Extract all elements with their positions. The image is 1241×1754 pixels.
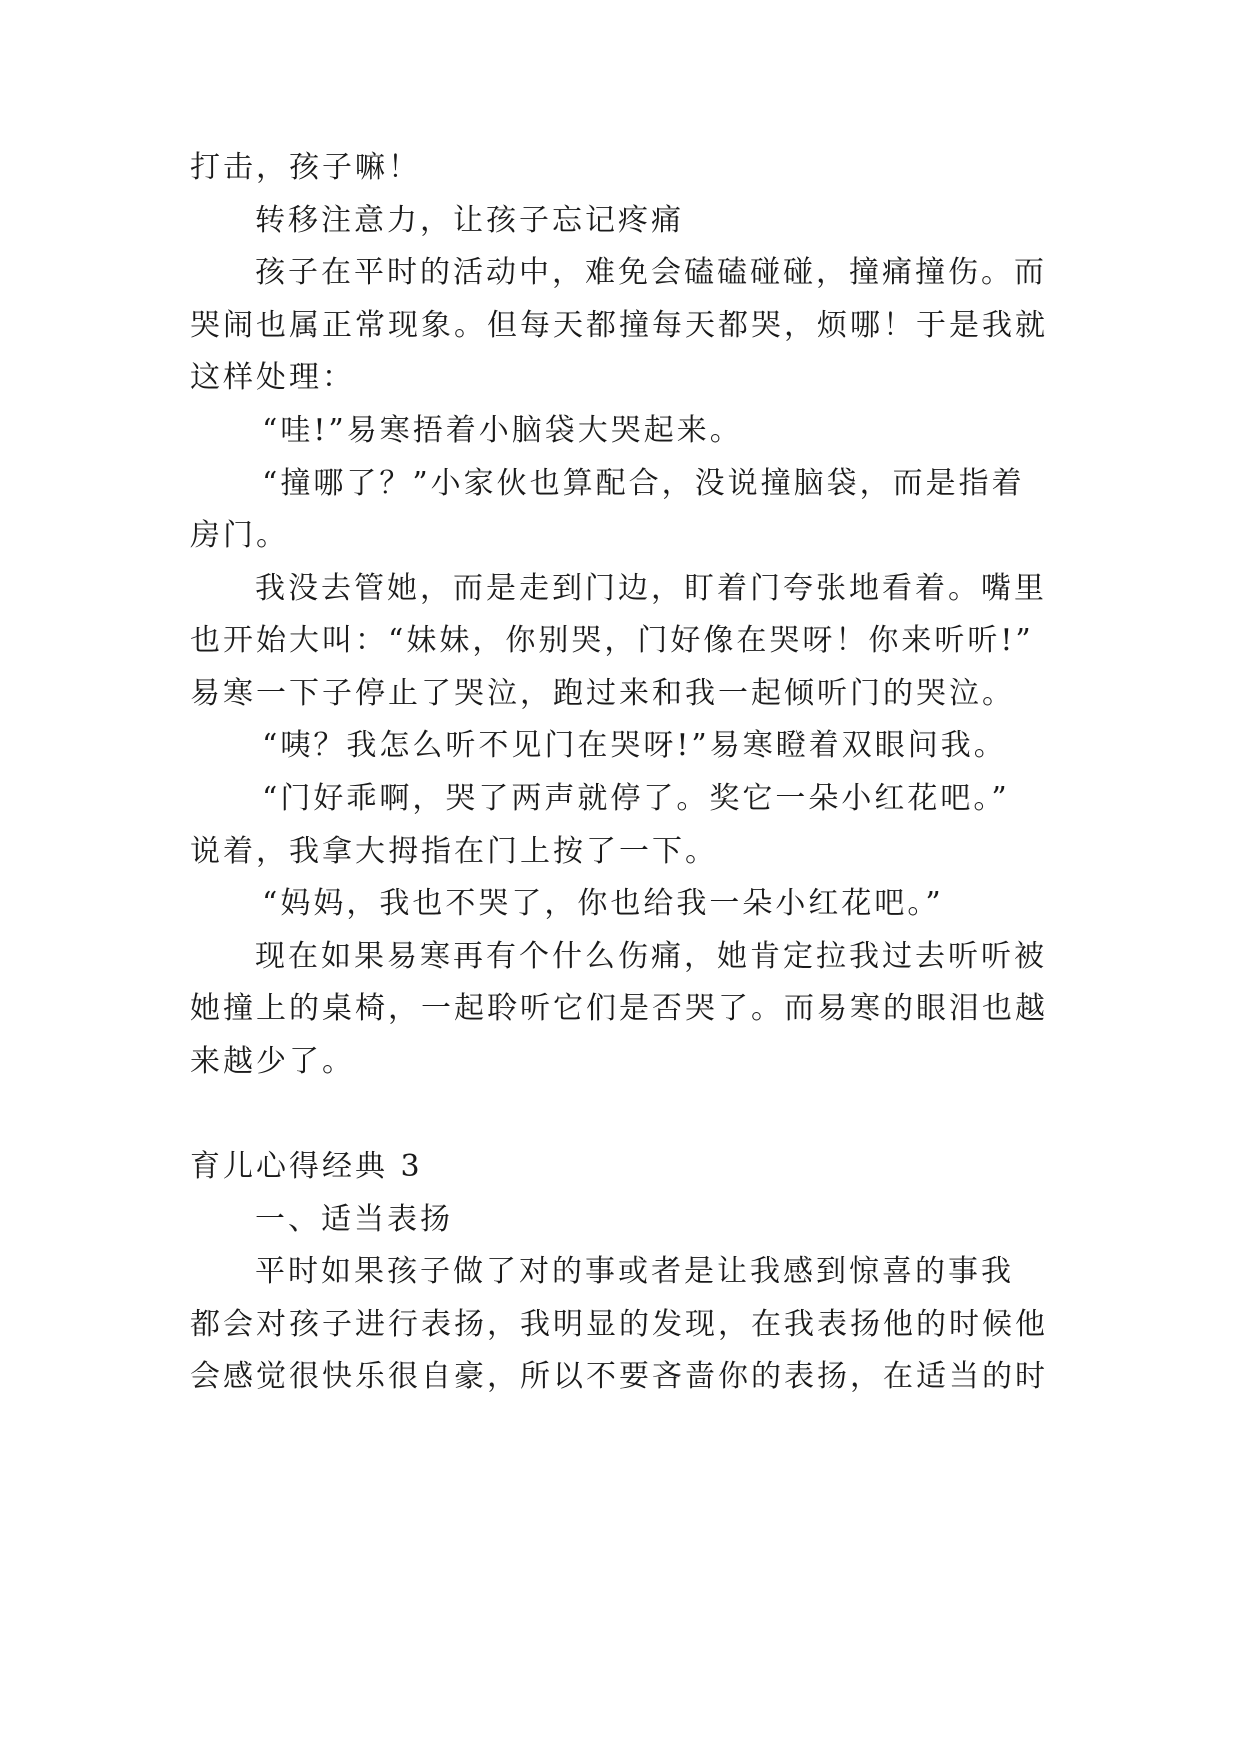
subsection-heading: 一、适当表扬	[255, 1202, 453, 1237]
paragraph-line: 孩子在平时的活动中，难免会磕磕碰碰，撞痛撞伤。而	[255, 255, 1047, 290]
paragraph-line: 她撞上的桌椅，一起聆听它们是否哭了。而易寒的眼泪也越	[190, 991, 1048, 1026]
paragraph-line: 房门。	[190, 518, 289, 553]
paragraph-line: 这样处理：	[190, 360, 355, 395]
paragraph-line: 易寒一下子停止了哭泣，跑过来和我一起倾听门的哭泣。	[190, 676, 1015, 711]
paragraph-line: “门好乖啊，哭了两声就停了。奖它一朵小红花吧。”	[262, 781, 1010, 816]
paragraph-line: 都会对孩子进行表扬，我明显的发现，在我表扬他的时候他	[190, 1307, 1048, 1342]
paragraph-line: 哭闹也属正常现象。但每天都撞每天都哭，烦哪！于是我就	[190, 308, 1048, 343]
paragraph-line: 打击，孩子嘛！	[190, 150, 421, 185]
paragraph-line: 来越少了。	[190, 1044, 355, 1079]
paragraph-line: “哇!”易寒捂着小脑袋大哭起来。	[262, 413, 743, 448]
paragraph-line: “咦？我怎么听不见门在哭呀!”易寒瞪着双眼问我。	[262, 728, 1007, 763]
paragraph-line: “妈妈，我也不哭了，你也给我一朵小红花吧。”	[262, 886, 944, 921]
paragraph-line: 我没去管她，而是走到门边，盯着门夸张地看着。嘴里	[255, 571, 1047, 606]
paragraph-line: 会感觉很快乐很自豪，所以不要吝啬你的表扬，在适当的时	[190, 1359, 1048, 1394]
paragraph-line: 平时如果孩子做了对的事或者是让我感到惊喜的事我	[255, 1254, 1014, 1289]
paragraph-line: 也开始大叫：“妹妹，你别哭，门好像在哭呀！你来听听!”	[190, 623, 1034, 658]
paragraph-line: “撞哪了？”小家伙也算配合，没说撞脑袋，而是指着	[262, 466, 1025, 501]
paragraph-line: 说着，我拿大拇指在门上按了一下。	[190, 834, 718, 869]
section-title: 育儿心得经典 3	[190, 1149, 423, 1184]
section-heading: 转移注意力，让孩子忘记疼痛	[255, 203, 684, 238]
paragraph-line: 现在如果易寒再有个什么伤痛，她肯定拉我过去听听被	[255, 939, 1047, 974]
